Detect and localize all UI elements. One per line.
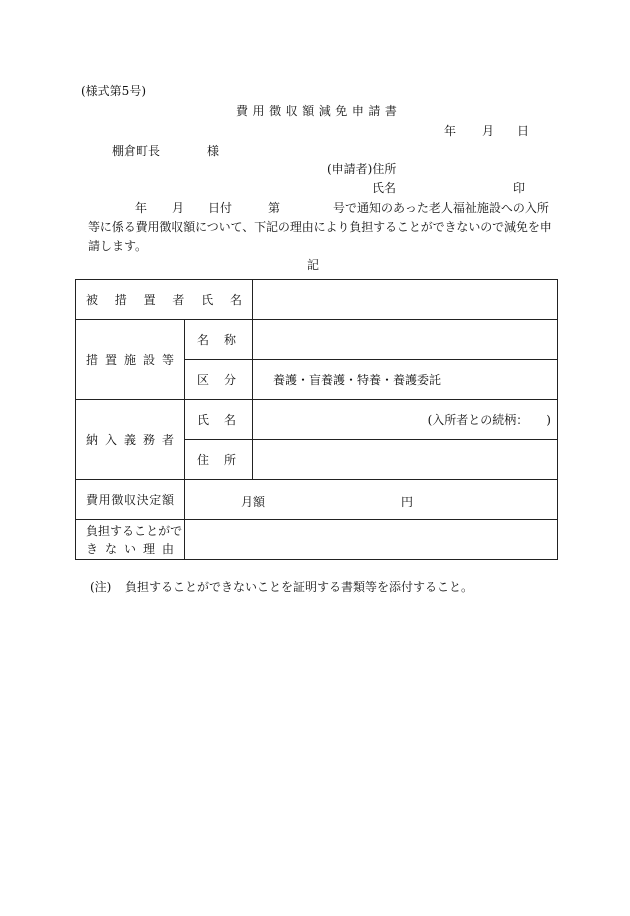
document-title-text-char: 減 — [318, 104, 331, 118]
note-prefix: (注) — [90, 580, 112, 594]
category-label — [197, 371, 236, 388]
protected-person-label-char: 被 — [86, 293, 99, 307]
fee-amount-label-char: 決 — [136, 493, 149, 507]
category-label-char: 分 — [223, 373, 236, 387]
ref-day: 日付 — [208, 201, 233, 215]
document-title-text-char: 請 — [368, 104, 381, 118]
date-month: 月 — [482, 124, 495, 138]
reason-label-line1-char: す — [110, 523, 123, 538]
reason-label-line2 — [86, 540, 174, 558]
reason-label-line1-char: が — [158, 523, 171, 538]
reason-label-line2-char: 由 — [161, 541, 174, 556]
facility-name-label-char: 名 — [197, 333, 210, 347]
fee-amount-label — [86, 491, 174, 508]
payer-label-char: 入 — [104, 433, 117, 447]
facility-label-char: 措 — [86, 353, 99, 367]
payer-name-field[interactable] — [253, 400, 558, 440]
addressee: 棚倉町長 — [112, 144, 161, 158]
sub-label-payer-name — [185, 400, 253, 440]
payer-name-label — [197, 411, 236, 428]
document-title-text-char: 書 — [384, 104, 397, 118]
ki-label: 記 — [307, 258, 320, 272]
reason-label-line2-char: 理 — [142, 541, 155, 556]
reason-label-line1-char: こ — [134, 523, 147, 538]
sub-label-category — [185, 360, 253, 400]
facility-label-char: 設 — [142, 353, 155, 367]
fee-amount-label-char: 額 — [161, 493, 174, 507]
document-title-text-char: 収 — [285, 104, 298, 118]
document-title-text-char: 免 — [335, 104, 348, 118]
facility-name-label — [197, 331, 236, 348]
reason-label-line2-char: い — [123, 541, 136, 556]
applicant-address-label: (申請者)住所 — [327, 162, 397, 176]
fee-amount-field[interactable] — [185, 480, 558, 520]
payer-address-label — [197, 451, 236, 468]
payer-name-label-char: 名 — [223, 413, 236, 427]
reason-field[interactable] — [185, 520, 558, 560]
document-title-text-char: 申 — [351, 104, 364, 118]
ref-number: 第 — [268, 201, 281, 215]
facility-name-field[interactable] — [253, 320, 558, 360]
reason-label-line1-char: 負 — [86, 523, 99, 538]
protected-person-name-field[interactable] — [253, 280, 558, 320]
protected-person-label-char: 名 — [229, 293, 242, 307]
note-text: 負担することができないことを証明する書類等を添付すること。 — [125, 580, 474, 594]
applicant-name-label: 氏名 — [372, 181, 397, 195]
payer-label-char: 納 — [86, 433, 99, 447]
date-year: 年 — [444, 124, 457, 138]
form-table — [75, 279, 558, 560]
row-label-payer — [76, 400, 185, 480]
document-title-text-char: 額 — [302, 104, 315, 118]
ref-month: 月 — [172, 201, 185, 215]
reason-label-line2-char: な — [104, 541, 117, 556]
honorific: 様 — [207, 144, 220, 158]
row-label-fee-amount — [76, 480, 185, 520]
document-title-text-char: 費 — [236, 104, 249, 118]
protected-person-label-char: 措 — [114, 293, 127, 307]
document-title-text — [236, 104, 397, 118]
protected-person-label-char: 者 — [172, 293, 185, 307]
date-day: 日 — [517, 124, 530, 138]
monthly-label: 月額 — [241, 495, 266, 509]
payer-address-field[interactable] — [253, 440, 558, 480]
sub-label-facility-name — [185, 320, 253, 360]
fee-amount-label-char: 収 — [123, 493, 136, 507]
body-line-2: 等に係る費用徴収額について、下記の理由により負担することができないので減免を申 — [88, 220, 552, 234]
document-title-text-char: 徴 — [269, 104, 282, 118]
reason-label-line1-char: る — [122, 523, 135, 538]
fee-amount-label-char: 定 — [149, 493, 162, 507]
protected-person-label-char: 氏 — [201, 293, 214, 307]
body-line-3: 請します。 — [88, 239, 148, 253]
facility-name-label-char: 称 — [223, 333, 236, 347]
document-title-text-char: 用 — [252, 104, 265, 118]
payer-label-char: 義 — [123, 433, 136, 447]
fee-amount-label-char: 徴 — [111, 493, 124, 507]
facility-label — [86, 351, 174, 368]
row-label-protected-person — [76, 280, 253, 320]
payer-address-label-char: 所 — [223, 453, 236, 467]
yen-label: 円 — [401, 495, 414, 509]
payer-label-char: 者 — [161, 433, 174, 447]
row-label-reason — [76, 520, 185, 560]
row-label-facility — [76, 320, 185, 400]
payer-label — [86, 431, 174, 448]
fee-amount-label-char: 用 — [98, 493, 111, 507]
category-value[interactable]: 養護・盲養護・特養・養護委託 — [253, 360, 558, 400]
fee-amount-label-char: 費 — [86, 493, 99, 507]
protected-person-label-char: 置 — [143, 293, 156, 307]
payer-name-label-char: 氏 — [197, 413, 210, 427]
form-number: (様式第5号) — [81, 84, 146, 98]
payer-label-char: 務 — [142, 433, 155, 447]
protected-person-label — [86, 291, 242, 308]
facility-label-char: 置 — [104, 353, 117, 367]
ref-year: 年 — [135, 201, 148, 215]
reason-label-line2-char: き — [86, 541, 99, 556]
facility-label-char: 等 — [161, 353, 174, 367]
category-label-char: 区 — [197, 373, 210, 387]
reason-label-line1-char: で — [170, 523, 183, 538]
reason-label-line1-char: と — [146, 523, 159, 538]
seal-mark: 印 — [513, 181, 526, 195]
facility-label-char: 施 — [123, 353, 136, 367]
payer-address-label-char: 住 — [197, 453, 210, 467]
reason-label-line1 — [86, 522, 183, 540]
reason-label-line1-char: 担 — [98, 523, 111, 538]
relation-note: (入所者との続柄： ) — [427, 413, 551, 427]
sub-label-payer-address — [185, 440, 253, 480]
body-line-1: 号で通知のあった老人福祉施設への入所 — [333, 201, 549, 215]
